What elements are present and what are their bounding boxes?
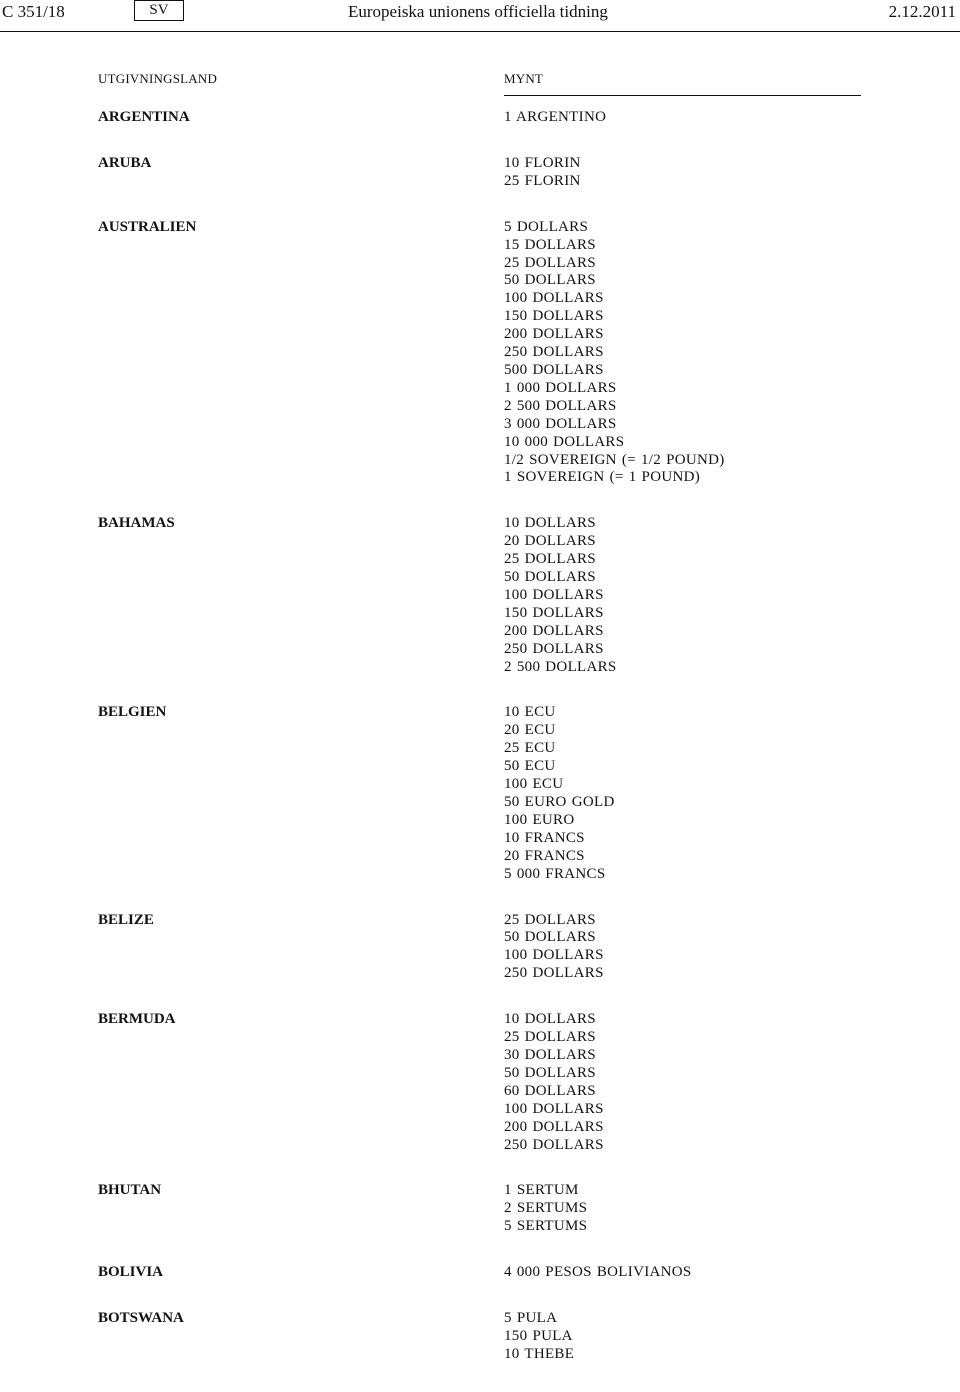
coin-item: 150 DOLLARS [504, 308, 604, 325]
coin-item: 4 000 PESOS BOLIVIANOS [504, 1264, 692, 1281]
coin-list [504, 912, 604, 984]
coin-list [504, 219, 725, 488]
language-badge: SV [134, 0, 184, 21]
country-name: BELGIEN [98, 704, 167, 721]
coin-item: 1/2 SOVEREIGN (= 1/2 POUND) [504, 451, 725, 468]
coin-item: 10 THEBE [504, 1345, 575, 1362]
country-name: BHUTAN [98, 1182, 162, 1199]
coin-item: 100 ECU [504, 776, 564, 793]
coin-item: 30 DOLLARS [504, 1046, 596, 1063]
coin-item: 25 FLORIN [504, 172, 581, 189]
publication-date: 2.12.2011 [888, 2, 956, 21]
coin-item: 200 DOLLARS [504, 1118, 604, 1135]
country-name: BERMUDA [98, 1011, 176, 1028]
country-name: BELIZE [98, 911, 154, 928]
column-header-country: UTGIVNINGSLAND [98, 71, 218, 86]
coin-item: 20 FRANCS [504, 847, 585, 864]
coin-item: 200 DOLLARS [504, 622, 604, 639]
coin-item: 25 ECU [504, 740, 556, 757]
coin-item: 25 DOLLARS [504, 254, 596, 271]
coin-list [504, 1310, 574, 1364]
coin-item: 100 DOLLARS [504, 1100, 604, 1117]
table-row [0, 1182, 960, 1236]
coin-item: 20 ECU [504, 722, 556, 739]
coin-item: 1 000 DOLLARS [504, 379, 617, 396]
coin-item: 100 DOLLARS [504, 290, 604, 307]
coin-item: 100 DOLLARS [504, 947, 604, 964]
coin-item: 50 DOLLARS [504, 272, 596, 289]
coin-list [504, 155, 581, 191]
coin-item: 50 DOLLARS [504, 1064, 596, 1081]
coin-item: 25 DOLLARS [504, 551, 596, 568]
coin-item: 1 SERTUM [504, 1182, 579, 1199]
coin-item: 250 DOLLARS [504, 965, 604, 982]
coin-list [504, 515, 617, 676]
table-row [0, 1264, 960, 1282]
coin-item: 3 000 DOLLARS [504, 415, 617, 432]
coin-item: 250 DOLLARS [504, 640, 604, 657]
table-row [0, 109, 960, 127]
coin-list [504, 1264, 692, 1282]
coin-item: 200 DOLLARS [504, 326, 604, 343]
coin-item: 50 DOLLARS [504, 569, 596, 586]
coin-item: 5 000 FRANCS [504, 865, 606, 882]
coin-item: 100 EURO [504, 811, 575, 828]
coin-item: 25 DOLLARS [504, 911, 596, 928]
table-row [0, 155, 960, 191]
coin-item: 1 SOVEREIGN (= 1 POUND) [504, 469, 701, 486]
header-divider [0, 31, 960, 32]
table-row [0, 1310, 960, 1364]
coin-item: 2 500 DOLLARS [504, 397, 617, 414]
coin-item: 150 PULA [504, 1327, 573, 1344]
coin-item: 10 ECU [504, 704, 556, 721]
coin-item: 10 DOLLARS [504, 515, 596, 532]
coin-list [504, 1182, 587, 1236]
coin-list [504, 1011, 604, 1154]
coin-item: 50 EURO GOLD [504, 794, 615, 810]
coin-item: 10 000 DOLLARS [504, 433, 625, 450]
column-header-coin: MYNT [504, 71, 544, 86]
journal-title: Europeiska unionens officiella tidning [348, 2, 608, 21]
coin-item: 250 DOLLARS [504, 344, 604, 361]
coin-item: 2 500 DOLLARS [504, 658, 617, 675]
country-name: ARUBA [98, 154, 152, 171]
table-row [0, 219, 960, 488]
table-row [0, 912, 960, 984]
page-header [0, 0, 960, 26]
coin-item: 500 DOLLARS [504, 361, 604, 378]
table-row [0, 1011, 960, 1154]
column-header-divider [504, 95, 861, 96]
coin-item: 150 DOLLARS [504, 604, 604, 621]
coin-item: 50 DOLLARS [504, 929, 596, 946]
country-name: BOTSWANA [98, 1310, 184, 1327]
journal-reference: C 351/18 [2, 2, 65, 21]
coin-item: 5 PULA [504, 1310, 558, 1327]
coin-item: 2 SERTUMS [504, 1200, 588, 1217]
coin-list [504, 704, 615, 883]
coin-item: 10 DOLLARS [504, 1011, 596, 1028]
country-name: ARGENTINA [98, 109, 190, 125]
coin-list [504, 109, 606, 127]
coin-item: 5 DOLLARS [504, 218, 589, 235]
coin-item: 20 DOLLARS [504, 533, 596, 550]
coin-item: 50 ECU [504, 758, 556, 775]
coin-item: 1 ARGENTINO [504, 109, 607, 125]
coin-item: 10 FRANCS [504, 829, 585, 846]
coin-item: 25 DOLLARS [504, 1029, 596, 1046]
coin-item: 250 DOLLARS [504, 1136, 604, 1153]
country-name: AUSTRALIEN [98, 218, 197, 235]
coin-item: 100 DOLLARS [504, 586, 604, 603]
coin-item: 5 SERTUMS [504, 1218, 588, 1235]
country-name: BAHAMAS [98, 515, 175, 532]
coin-item: 15 DOLLARS [504, 236, 596, 253]
table-row [0, 515, 960, 676]
coin-table [0, 109, 960, 1392]
coin-item: 60 DOLLARS [504, 1082, 596, 1099]
country-name: BOLIVIA [98, 1264, 164, 1281]
coin-item: 10 FLORIN [504, 154, 581, 171]
table-row [0, 704, 960, 883]
